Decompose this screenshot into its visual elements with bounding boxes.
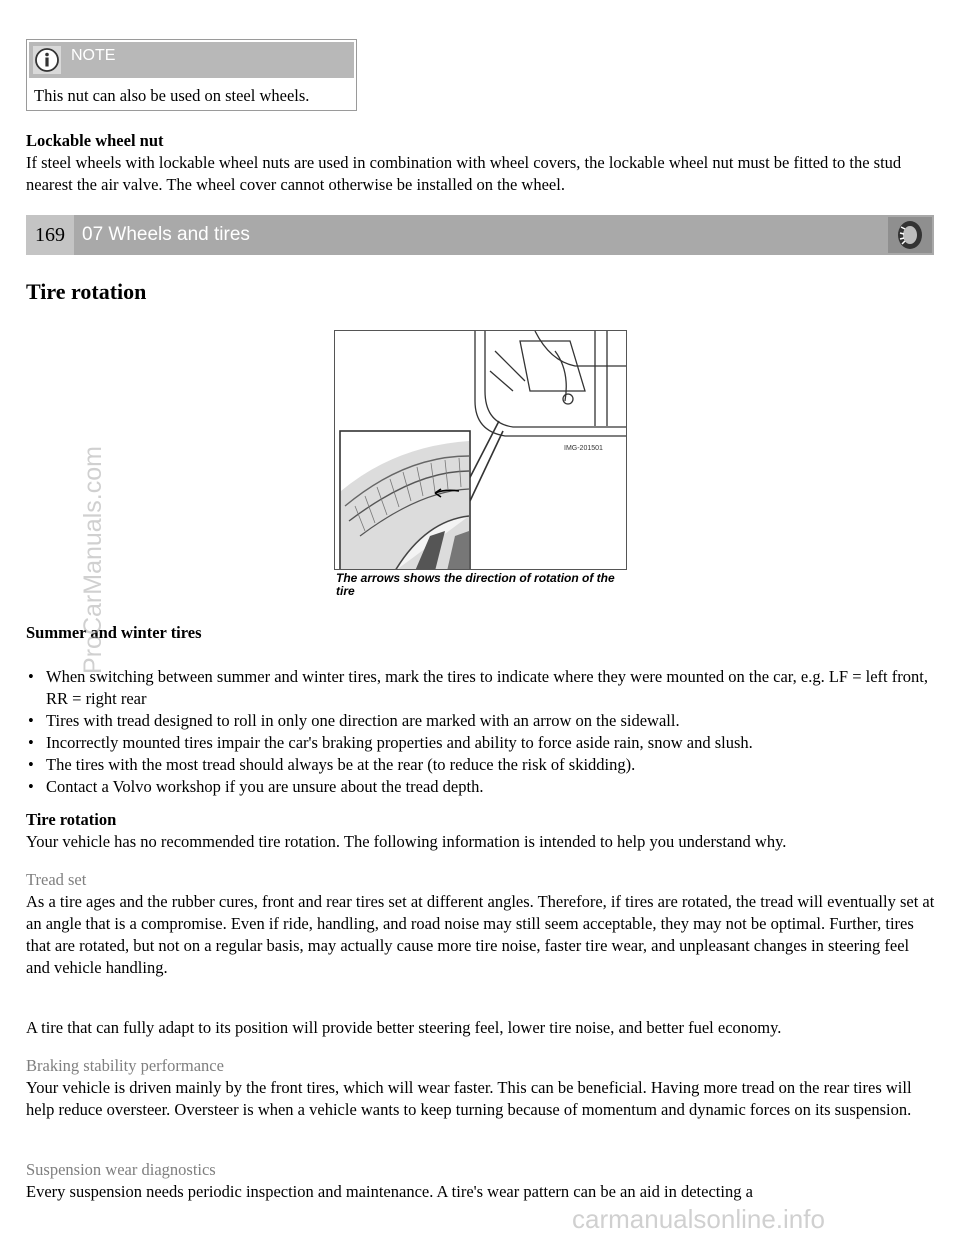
lockable-heading: Lockable wheel nut — [26, 131, 164, 150]
note-title: NOTE — [71, 47, 116, 64]
braking-text: Your vehicle is driven mainly by the front tires, which will wear faster. This can be beneficial. Having more tread on the rear tires will help reduce oversteer. Oversteer is when a vehicle wants to keep turning because of momentum and dynamic forces on its suspension. — [26, 1078, 912, 1119]
suspension-section — [26, 1159, 936, 1203]
note-box — [26, 39, 357, 111]
list-item: • When switching between summer and winter tires, mark the tires to indicate where they were mounted on the car, e.g. LF = left front, RR = right rear — [28, 667, 928, 708]
tread-set-text: As a tire ages and the rubber cures, front and rear tires set at different angles. Therefore, if tires are rotated, the tread will eventually set at an angle that is a compromise. Even if ride, handling, and road noise may still seem acceptable, they may not be optimal. Further, tires that are rotated, but not on a regular basis, may actually cause more tire noise, faster tire wear, and unpleasant changes in steering feel and vehicle handling. — [26, 892, 935, 977]
side-watermark: ProCarManuals.com — [79, 446, 107, 674]
tire-icon — [888, 217, 932, 253]
note-header — [29, 42, 354, 78]
section-title: 07 Wheels and tires — [82, 224, 250, 245]
braking-section — [26, 1055, 936, 1121]
tire-illustration — [335, 331, 627, 570]
list-item: • The tires with the most tread should always be at the rear (to reduce the risk of skidding). — [28, 755, 636, 774]
suspension-heading: Suspension wear diagnostics — [26, 1160, 216, 1179]
summer-winter-heading: Summer and winter tires — [26, 623, 202, 642]
list-item: • Incorrectly mounted tires impair the car's braking properties and ability to force aside rain, snow and slush. — [28, 733, 753, 752]
section-bar — [26, 215, 934, 255]
rotation-heading: Tire rotation — [26, 810, 117, 829]
tire-rotation-figure — [334, 330, 627, 570]
list-item: • Contact a Volvo workshop if you are unsure about the tread depth. — [28, 777, 484, 796]
tread-set-text-2: A tire that can fully adapt to its position will provide better steering feel, lower tire noise, and better fuel economy. — [26, 1018, 782, 1037]
tread-set-section — [26, 869, 936, 979]
section-icon-box — [888, 217, 932, 253]
rotation-text: Your vehicle has no recommended tire rotation. The following information is intended to help you understand why. — [26, 832, 787, 851]
bottom-watermark: carmanualsonline.info — [572, 1204, 825, 1234]
figure-code: IMG-201501 — [564, 445, 603, 452]
list-item: • Tires with tread designed to roll in only one direction are marked with an arrow on the sidewall. — [28, 711, 680, 730]
page-heading: Tire rotation — [26, 279, 147, 304]
page-number: 169 — [26, 215, 74, 255]
summer-winter-list — [26, 666, 936, 798]
braking-heading: Braking stability performance — [26, 1056, 224, 1075]
figure-caption: The arrows shows the direction of rotation of the tire — [336, 571, 615, 598]
suspension-text: Every suspension needs periodic inspection and maintenance. A tire's wear pattern can be an aid in detecting a — [26, 1182, 753, 1201]
tread-set-heading: Tread set — [26, 870, 87, 889]
lockable-text: If steel wheels with lockable wheel nuts are used in combination with wheel covers, the lockable wheel nut must be fitted to the stud nearest the air valve. The wheel cover cannot otherwise be installed on the wheel. — [26, 153, 902, 194]
lockable-section — [26, 130, 936, 196]
note-text: This nut can also be used on steel wheels. — [34, 86, 310, 105]
rotation-section — [26, 809, 936, 853]
info-icon — [33, 46, 61, 74]
